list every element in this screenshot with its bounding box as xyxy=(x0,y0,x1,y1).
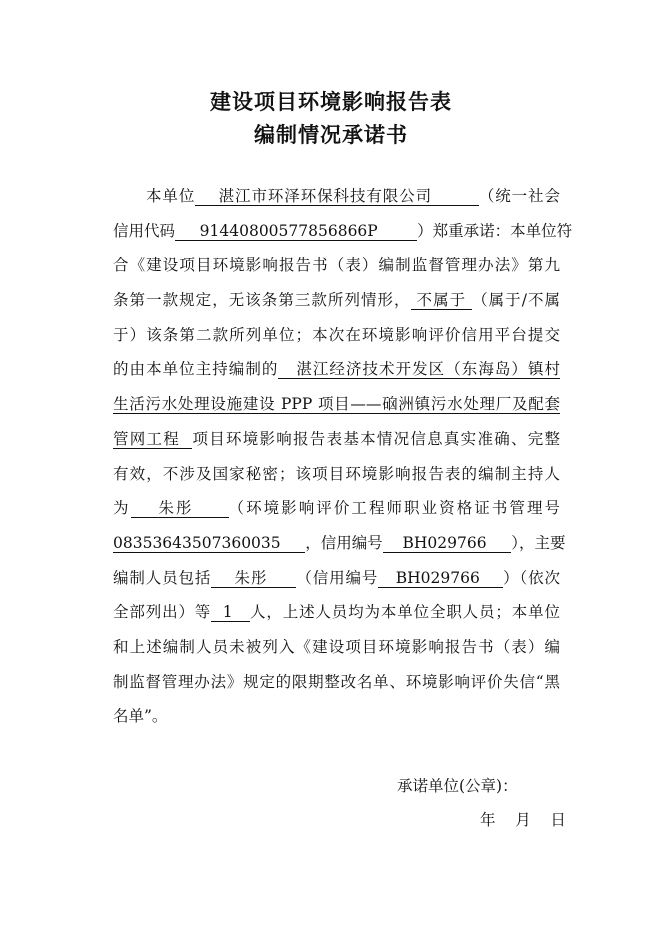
text-segment: 的由本单位主持编制的 xyxy=(113,360,279,379)
text-segment: 有效，不涉及国家秘密；该项目环境影响报告表的编制主持人 xyxy=(113,464,560,483)
text-line xyxy=(113,218,573,253)
text-segment: （信用编号 xyxy=(296,568,379,587)
text-line xyxy=(113,426,560,461)
text-segment: 制监督管理办法》规定的限期整改名单、环境影响评价失信“黑 xyxy=(113,672,560,691)
text-segment: 全部列出）等 xyxy=(113,603,212,622)
signature-unit-label: 承诺单位(公章)： xyxy=(397,777,518,795)
member-name-field: 朱彤 xyxy=(211,568,297,587)
text-segment: （统一社会 xyxy=(478,187,560,205)
text-segment: ），主要 xyxy=(511,533,566,552)
text-line xyxy=(113,495,560,530)
text-line xyxy=(113,287,560,322)
text-line xyxy=(113,565,560,600)
cert-number-field: 08353643507360035 xyxy=(113,533,306,552)
text-segment: 本单位 xyxy=(146,187,196,205)
document-title: 建设项目环境影响报告表 xyxy=(210,89,452,114)
belongs-field: 不属于 xyxy=(410,291,473,310)
text-segment: ，信用编号 xyxy=(305,533,383,552)
unit-name-field: 湛江市环泽环保科技有限公司 xyxy=(195,187,479,205)
text-line xyxy=(113,356,560,391)
text-line xyxy=(113,669,560,704)
text-line xyxy=(113,252,560,287)
text-segment: 为 xyxy=(113,499,131,518)
text-segment: 于）该条第二款所列单位；本次在环境影响评价信用平台提交 xyxy=(113,325,560,344)
text-line xyxy=(113,530,566,565)
project-name-field: 生活污水处理设施建设 PPP 项目——硇洲镇污水处理厂及配套 xyxy=(113,395,560,414)
text-segment: （环境影响评价工程师职业资格证书管理号 xyxy=(228,499,560,518)
credit-code-field: 91440800577856866P xyxy=(175,221,418,240)
host-credit-field: BH029766 xyxy=(382,533,512,552)
project-name-field: 湛江经济技术开发区（东海岛）镇村 xyxy=(278,360,560,379)
text-line xyxy=(113,461,560,496)
text-segment: 和上述编制人员未被列入《建设项目环境影响报告书（表）编 xyxy=(113,637,560,656)
text-line xyxy=(113,391,560,426)
text-segment: 条第一款规定，无该条第三款所列情形， xyxy=(113,291,411,310)
text-line xyxy=(113,703,560,738)
member-count-field: 1 xyxy=(211,603,250,622)
text-line xyxy=(113,634,560,669)
text-segment: 人，上述人员均为本单位全职人员；本单位 xyxy=(249,603,560,622)
text-line xyxy=(113,322,560,357)
text-segment: 合《建设项目环境影响报告书（表）编制监督管理办法》第九 xyxy=(113,256,560,275)
text-segment: （属于/不属 xyxy=(472,291,560,310)
text-segment: 名单”。 xyxy=(113,707,168,726)
signature-date-label: 年 月 日 xyxy=(480,811,566,829)
text-line xyxy=(113,183,560,218)
document-subtitle: 编制情况承诺书 xyxy=(254,122,408,147)
member-credit-field: BH029766 xyxy=(378,568,504,587)
project-name-field: 管网工程 xyxy=(113,429,193,448)
text-segment: 编制人员包括 xyxy=(113,568,212,587)
text-segment: ）郑重承诺：本单位符 xyxy=(417,221,573,240)
text-line xyxy=(113,599,560,634)
text-segment: ）（依次 xyxy=(503,568,560,587)
host-name-field: 朱彤 xyxy=(130,499,229,518)
text-segment: 项目环境影响报告表基本情况信息真实准确、完整 xyxy=(192,429,560,448)
text-segment: 信用代码 xyxy=(113,221,176,240)
commitment-body xyxy=(113,183,573,738)
